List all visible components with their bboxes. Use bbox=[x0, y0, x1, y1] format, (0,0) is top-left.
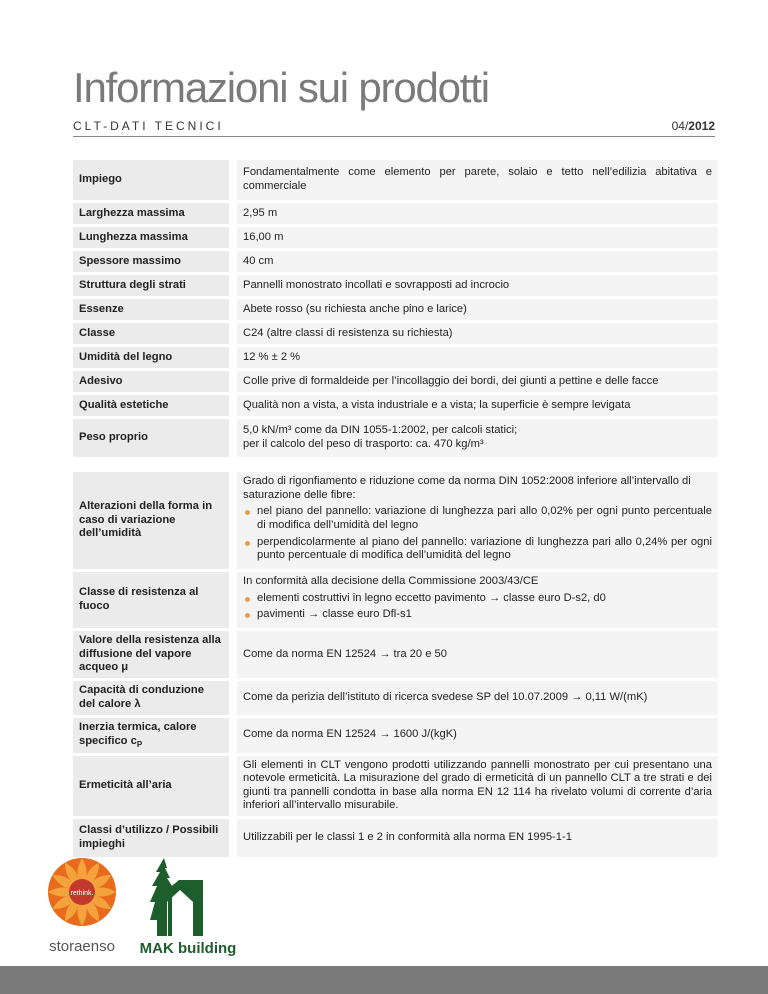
row-value: Abete rosso (su richiesta anche pino e larice) bbox=[237, 299, 718, 320]
row-value: Colle prive di formaldeide per l’incollaggio dei bordi, dei giunti a pettine e delle facce bbox=[237, 371, 718, 392]
row-label: Umidità del legno bbox=[73, 347, 229, 368]
row-value: 12 % ± 2 % bbox=[237, 347, 718, 368]
value-intro: Grado di rigonfiamento e riduzione come da norma DIN 1052:2008 inferiore all’intervallo di saturazione delle fibre: bbox=[243, 475, 691, 501]
row-label: Valore della resistenza alla diffusione del vapore acqueo μ bbox=[73, 631, 229, 678]
row-value: Utilizzabili per le classi 1 e 2 in conformità alla norma EN 1995-1-1 bbox=[237, 819, 718, 857]
mak-building-logo bbox=[140, 858, 237, 957]
storaenso-sun-icon bbox=[48, 858, 116, 926]
storaenso-logo bbox=[48, 858, 116, 955]
table-row bbox=[73, 631, 718, 678]
footer-bar bbox=[0, 966, 768, 994]
row-label: Lunghezza massima bbox=[73, 227, 229, 248]
row-label: Larghezza massima bbox=[73, 203, 229, 224]
value-intro: In conformità alla decisione della Commissione 2003/43/CE bbox=[243, 574, 539, 587]
date-year: 2012 bbox=[688, 119, 715, 133]
row-value: 16,00 m bbox=[237, 227, 718, 248]
table-row bbox=[73, 419, 718, 457]
table-row bbox=[73, 227, 718, 248]
list-item: pavimenti → classe euro Dfl-s1 bbox=[243, 608, 712, 622]
row-value bbox=[237, 572, 718, 628]
bullet-list bbox=[243, 592, 712, 622]
table-row bbox=[73, 756, 718, 817]
row-label: Classe di resistenza al fuoco bbox=[73, 572, 229, 628]
table-row bbox=[73, 275, 718, 296]
row-value: C24 (altre classi di resistenza su richiesta) bbox=[237, 323, 718, 344]
row-label: Alterazioni della forma in caso di variazione dell’umidità bbox=[73, 472, 229, 569]
specs-table-physics bbox=[73, 469, 718, 860]
specs-table-general bbox=[73, 157, 718, 460]
issue-date bbox=[672, 119, 715, 133]
storaenso-tagline: rethink. bbox=[70, 890, 94, 897]
row-value bbox=[237, 472, 718, 569]
table-row bbox=[73, 395, 718, 416]
header-rule bbox=[73, 136, 715, 137]
list-item: elementi costruttivi in legno eccetto pavimento → classe euro D-s2, d0 bbox=[243, 592, 712, 606]
table-row bbox=[73, 347, 718, 368]
row-value: Gli elementi in CLT vengono prodotti utilizzando pannelli monostrato per cui presentano una notevole ermeticità. La misurazione del grado di ermeticità di un pannello CLT a tre strati e dei giunti tra pannelli condotta in base alla norma EN 12 114 ha rivelato volumi di corrente d’aria inferiori all’intervallo misurabile. bbox=[237, 756, 718, 817]
row-value: Qualità non a vista, a vista industriale e a vista; la superficie è sempre levigata bbox=[237, 395, 718, 416]
row-value: 2,95 m bbox=[237, 203, 718, 224]
table-row bbox=[73, 203, 718, 224]
table-row bbox=[73, 572, 718, 628]
row-value: Come da norma EN 12524 → tra 20 e 50 bbox=[237, 631, 718, 678]
row-label: Adesivo bbox=[73, 371, 229, 392]
row-label: Struttura degli strati bbox=[73, 275, 229, 296]
storaenso-wordmark: storaenso bbox=[49, 938, 115, 955]
row-label: Essenze bbox=[73, 299, 229, 320]
row-value bbox=[237, 419, 718, 457]
table-row bbox=[73, 371, 718, 392]
table-row bbox=[73, 299, 718, 320]
mak-wordmark: MAK building bbox=[139, 940, 237, 957]
date-month: 04/ bbox=[671, 119, 689, 133]
list-item: nel piano del pannello: variazione di lunghezza pari allo 0,02% per ogni punto percentuale di modifica dell’umidità del legno bbox=[243, 505, 712, 532]
table-row bbox=[73, 251, 718, 272]
row-label: Classe bbox=[73, 323, 229, 344]
value-line: 5,0 kN/m³ come da DIN 1055-1:2002, per calcoli statici; bbox=[243, 424, 518, 437]
table-row bbox=[73, 323, 718, 344]
row-label: Qualità estetiche bbox=[73, 395, 229, 416]
row-label bbox=[73, 718, 229, 753]
row-label: Impiego bbox=[73, 160, 229, 200]
row-label: Capacità di conduzione del calore λ bbox=[73, 681, 229, 715]
table-row bbox=[73, 160, 718, 200]
value-line: per il calcolo del peso di trasporto: ca. 470 kg/m³ bbox=[243, 438, 484, 450]
page-title: Informazioni sui prodotti bbox=[73, 64, 489, 111]
row-label: Peso proprio bbox=[73, 419, 229, 457]
bullet-list bbox=[243, 505, 712, 563]
row-label: Classi d’utilizzo / Possibili impieghi bbox=[73, 819, 229, 857]
list-item: perpendicolarmente al piano del pannello: variazione di lunghezza pari allo 0,24% per ogni punto percentuale di modifica dell’umidità del legno bbox=[243, 536, 712, 563]
table-row bbox=[73, 472, 718, 569]
row-value: 40 cm bbox=[237, 251, 718, 272]
table-row bbox=[73, 718, 718, 753]
label-subscript: P bbox=[136, 739, 143, 749]
tree-house-icon bbox=[150, 858, 203, 936]
row-value: Fondamentalmente come elemento per parete, solaio e tetto nell’edilizia abitativa e commerciale bbox=[237, 160, 718, 200]
row-value: Come da norma EN 12524 → 1600 J/(kgK) bbox=[237, 718, 718, 753]
row-label: Ermeticità all’aria bbox=[73, 756, 229, 817]
row-value: Come da perizia dell’istituto di ricerca svedese SP del 10.07.2009 → 0,11 W/(mK) bbox=[237, 681, 718, 715]
page-subtitle: CLT-DATI TECNICI bbox=[73, 119, 224, 133]
table-row bbox=[73, 681, 718, 715]
partner-logos bbox=[46, 850, 256, 960]
label-text: Inerzia termica, calore specifico c bbox=[79, 720, 197, 747]
row-value: Pannelli monostrato incollati e sovrapposti ad incrocio bbox=[237, 275, 718, 296]
row-label: Spessore massimo bbox=[73, 251, 229, 272]
